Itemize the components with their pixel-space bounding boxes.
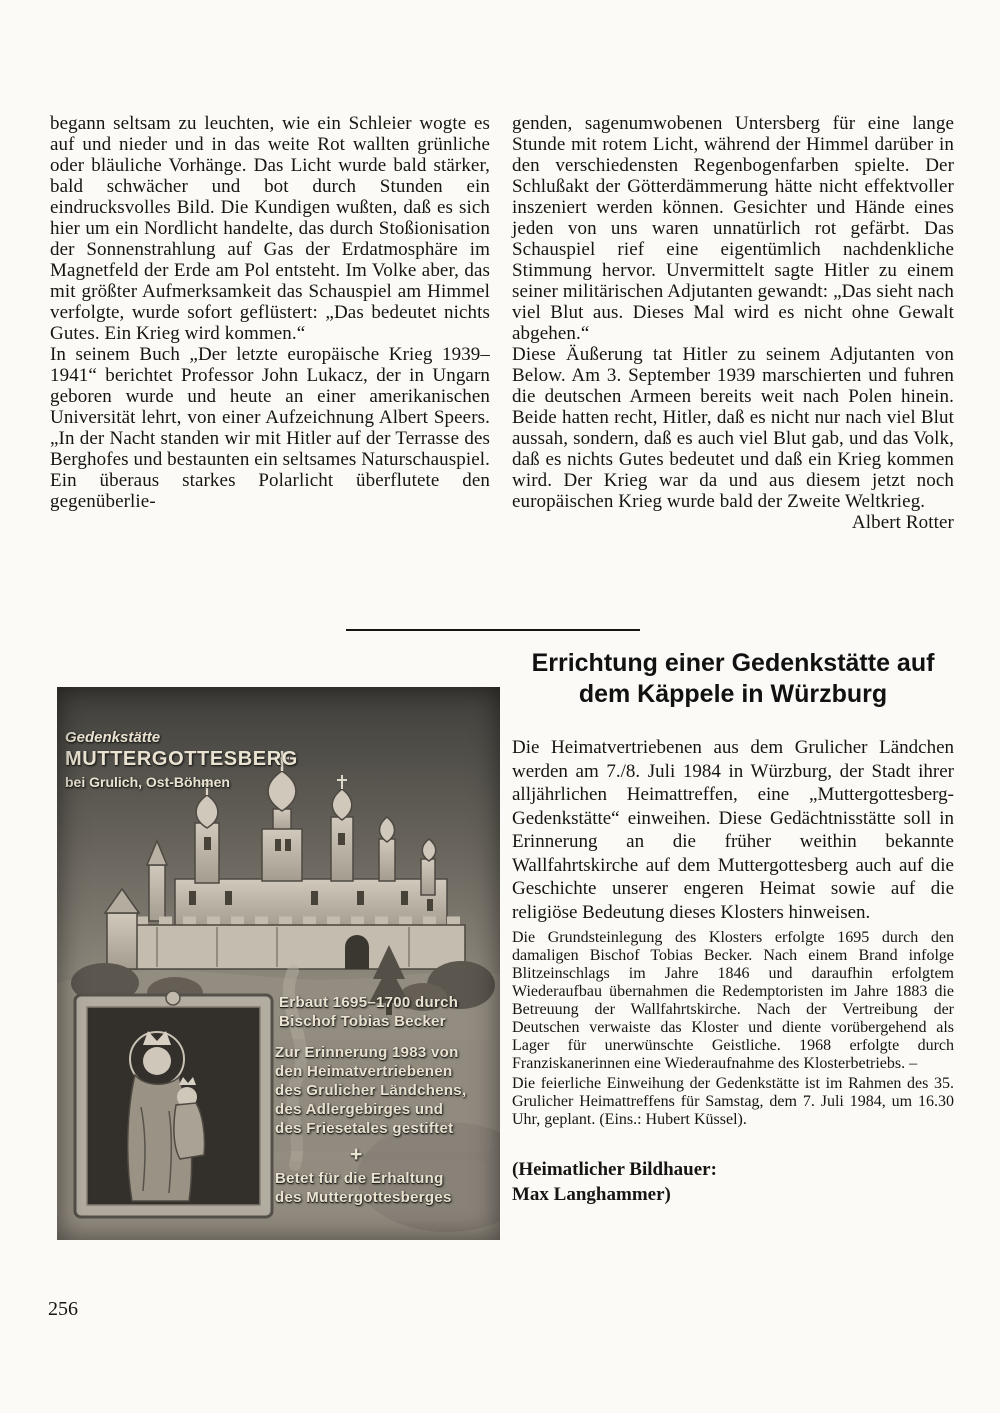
memorial-article (512, 648, 954, 1207)
paragraph: genden, sagenumwobenen Untersberg für eine lange Stunde mit rotem Licht, während der Himmel darüber in den verschiedensten Regenbogenfarben spielte. Der Schlußakt der Götterdämmerung hätte nicht effektvoller inszeniert werden können. Gesichter und Hände eines jeden von uns waren unnatürlich rot gefärbt. Das Schauspiel rief eine eigentümlich nachdenkliche Stimmung hervor. Unvermittelt sagte Hitler zu einem seiner militärischen Adjutanten gewandt: „Das sieht nach viel Blut aus. Dieses Mal wird es nicht ohne Gewalt abgehen.“ (512, 113, 954, 344)
inscription-line: Bischof Tobias Becker (279, 1013, 446, 1030)
inscription-line: Betet für die Erhaltung (275, 1170, 444, 1187)
page-number: 256 (48, 1298, 78, 1320)
paragraph-text: Diese Äußerung tat Hitler zu seinem Adjutanten von Below. Am 3. September 1939 marschierten und fuhren die deutschen Armeen bereits weit nach Polen hinein. Beide hatten recht, Hitler, daß es nicht nur nach viel Blut aussah, sondern, daß es auch viel Blut gab, und das Volk, daß es nichts Gutes bedeutet und daß ein Krieg kommen wird. Der Krieg war da und aus diesem jetzt noch europäischen Krieg wurde bald der Zweite Weltkrieg. (512, 344, 954, 512)
inscription-line: des Grulicher Ländchens, (275, 1082, 467, 1099)
photo-title-main: MUTTERGOTTESBERG (65, 748, 298, 770)
inscription-line: Zur Erinnerung 1983 von (275, 1044, 459, 1061)
paragraph: In seinem Buch „Der letzte europäische Krieg 1939–1941“ berichtet Professor John Lukacz, der in Ungarn geboren wurde und heute an einer amerikanischen Universität lehrt, von einer Aufzeichnung Albert Speers. „In der Nacht standen wir mit Hitler auf der Terrasse des Berghofes und bestaunten ein seltsames Naturschauspiel. Ein überaus starkes Polarlicht überflutete den gegenüberlie- (50, 344, 490, 512)
cross-glyph: + (350, 1143, 363, 1166)
paragraph-with-byline (512, 344, 954, 533)
top-article-right-column (512, 113, 954, 533)
inscription-line: des Adlergebirges und (275, 1101, 444, 1118)
sculptor-credit (512, 1157, 954, 1207)
inscription-line: des Friesetales gestiftet (275, 1120, 454, 1137)
madonna-icon-panel (75, 991, 272, 1217)
photo-title-script: Gedenkstätte (65, 729, 161, 746)
inscription-built (279, 993, 458, 1031)
photo-title-sub: bei Grulich, Ost-Böhmen (65, 774, 230, 790)
inauguration-paragraph: Die feierliche Einweihung der Gedenkstätte ist im Rahmen des 35. Grulicher Heimattreffens für Samstag, dem 7. Juli 1984, um 16.30 Uhr, geplant. (Eins.: Hubert Küssel). (512, 1075, 954, 1128)
section-divider-rule (346, 629, 640, 631)
credit-line-2: Max Langhammer) (512, 1184, 671, 1205)
top-article-left-column (50, 113, 490, 512)
inscription-prayer (275, 1169, 452, 1207)
headline-line-1: Errichtung einer Gedenkstätte auf (531, 649, 935, 677)
lead-paragraph: Die Heimatvertriebenen aus dem Grulicher Ländchen werden am 7./8. Juli 1984 in Würzburg, der Stadt ihrer alljährlichen Heimattreffen, eine „Muttergottesberg-Gedenkstätte“ einweihen. Diese Gedächtnisstätte soll in Erinnerung an die früher weithin bekannte Wallfahrtskirche auf dem Muttergottesberg auch auf die Geschichte unserer engeren Heimat sowie auf die religiöse Bedeutung dieses Klosters hinweisen. (512, 737, 954, 923)
history-paragraph: Die Grundsteinlegung des Klosters erfolgte 1695 durch den damaligen Bischof Tobias Becker. Nach einem Brand infolge Blitzeinschlags im Jahre 1846 und daraufhin erfolgtem Wiederaufbau übernahmen die Redemptoristen im Jahre 1883 die Betreuung der Wallfahrtskirche. Nach der Vertreibung der Deutschen verwaiste das Kloster und diente vorübergehend als Lager für unerwünschte Geistliche. 1968 erfolgte durch Franziskanerinnen eine Wiederaufnahme des Klosterbetriebs. – (512, 929, 954, 1072)
author-byline: Albert Rotter (851, 512, 954, 533)
photo-title-block (65, 729, 298, 790)
memorial-relief-photo (57, 687, 500, 1240)
article-headline (512, 648, 954, 710)
inscription-line: den Heimatvertriebenen (275, 1063, 453, 1080)
inscription-line: Erbaut 1695–1700 durch (279, 994, 459, 1011)
inscription-donors (275, 1043, 466, 1138)
headline-line-2: dem Käppele in Würzburg (578, 680, 888, 708)
paragraph: begann seltsam zu leuchten, wie ein Schleier wogte es auf und nieder und in das weite Rot wallten grünliche oder bläuliche Vorhänge. Das Licht wurde bald stärker, bald schwächer und bot durch Stunden ein eindrucksvolles Bild. Die Kundigen wußten, daß es sich hier um ein Nordlicht handelte, das durch Stoßionisation der Sonnenstrahlung auf Gas der Erdatmosphäre im Magnetfeld der Erde am Pol entsteht. Im Volke aber, das mit größter Aufmerksamkeit das Schauspiel am Himmel verfolgte, wurde sofort geflüstert: „Das bedeutet nichts Gutes. Ein Krieg wird kommen.“ (50, 113, 490, 344)
credit-line-1: (Heimatlicher Bildhauer: (512, 1159, 717, 1180)
inscription-line: des Muttergottesberges (275, 1189, 452, 1206)
